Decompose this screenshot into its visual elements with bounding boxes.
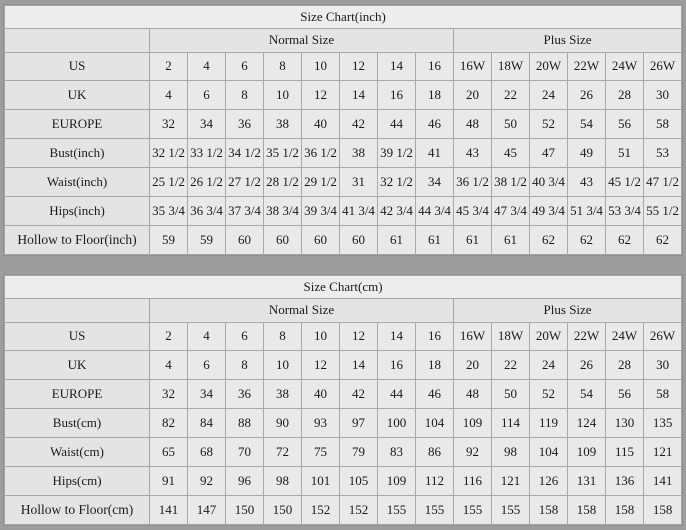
title-row <box>5 276 682 299</box>
cell: 88 <box>226 409 264 438</box>
cell: 38 <box>264 380 302 409</box>
row-label-header <box>5 29 150 53</box>
cell: 36 <box>226 110 264 139</box>
cell: 60 <box>302 226 340 255</box>
table-row <box>5 226 682 255</box>
cell: 109 <box>454 409 492 438</box>
table-row <box>5 323 682 351</box>
cell: 26 1/2 <box>188 168 226 197</box>
chart-divider <box>3 262 683 268</box>
table-row <box>5 351 682 380</box>
cell: 41 3/4 <box>340 197 378 226</box>
group-row <box>5 29 682 53</box>
cell: 33 1/2 <box>188 139 226 168</box>
cell: 56 <box>606 110 644 139</box>
cell: 91 <box>150 467 188 496</box>
cell: 26 <box>568 81 606 110</box>
cell: 38 <box>340 139 378 168</box>
cell: 24 <box>530 81 568 110</box>
cell: 152 <box>340 496 378 525</box>
cell: 97 <box>340 409 378 438</box>
cell: 40 <box>302 380 340 409</box>
cell: 8 <box>226 81 264 110</box>
cell: 18 <box>416 81 454 110</box>
cell: 6 <box>188 351 226 380</box>
row-label: Waist(cm) <box>5 438 150 467</box>
cell: 135 <box>644 409 682 438</box>
row-label: Bust(cm) <box>5 409 150 438</box>
cell: 10 <box>302 323 340 351</box>
row-label: EUROPE <box>5 380 150 409</box>
cell: 14 <box>378 323 416 351</box>
cell: 136 <box>606 467 644 496</box>
cell: 158 <box>530 496 568 525</box>
cell: 112 <box>416 467 454 496</box>
cell: 119 <box>530 409 568 438</box>
cell: 6 <box>226 323 264 351</box>
cell: 109 <box>378 467 416 496</box>
size-chart-cm-table <box>4 275 682 525</box>
cell: 4 <box>188 323 226 351</box>
cell: 51 <box>606 139 644 168</box>
cell: 150 <box>264 496 302 525</box>
cell: 93 <box>302 409 340 438</box>
table-row <box>5 53 682 81</box>
row-label: Bust(inch) <box>5 139 150 168</box>
cell: 43 <box>454 139 492 168</box>
cell: 155 <box>416 496 454 525</box>
cell: 48 <box>454 380 492 409</box>
cell: 26W <box>644 323 682 351</box>
cell: 20 <box>454 351 492 380</box>
cell: 44 3/4 <box>416 197 454 226</box>
row-label: UK <box>5 81 150 110</box>
cell: 158 <box>568 496 606 525</box>
group-row <box>5 299 682 323</box>
cell: 61 <box>378 226 416 255</box>
cell: 44 <box>378 380 416 409</box>
cell: 82 <box>150 409 188 438</box>
chart-title: Size Chart(inch) <box>5 6 682 29</box>
cell: 36 3/4 <box>188 197 226 226</box>
group-plus-size: Plus Size <box>454 299 682 323</box>
cell: 45 3/4 <box>454 197 492 226</box>
cell: 83 <box>378 438 416 467</box>
cell: 18W <box>492 323 530 351</box>
table-row <box>5 409 682 438</box>
cell: 70 <box>226 438 264 467</box>
row-label: UK <box>5 351 150 380</box>
cell: 22 <box>492 81 530 110</box>
cell: 72 <box>264 438 302 467</box>
table-row <box>5 467 682 496</box>
cell: 34 1/2 <box>226 139 264 168</box>
cell: 115 <box>606 438 644 467</box>
cell: 68 <box>188 438 226 467</box>
row-label-header <box>5 299 150 323</box>
cell: 10 <box>302 53 340 81</box>
cell: 16 <box>416 323 454 351</box>
row-label: US <box>5 53 150 81</box>
cell: 104 <box>530 438 568 467</box>
cell: 60 <box>264 226 302 255</box>
cell: 150 <box>226 496 264 525</box>
chart-title: Size Chart(cm) <box>5 276 682 299</box>
cell: 31 <box>340 168 378 197</box>
cell: 48 <box>454 110 492 139</box>
cell: 86 <box>416 438 454 467</box>
cell: 155 <box>378 496 416 525</box>
cell: 141 <box>150 496 188 525</box>
cell: 27 1/2 <box>226 168 264 197</box>
cell: 10 <box>264 351 302 380</box>
cell: 131 <box>568 467 606 496</box>
cell: 38 3/4 <box>264 197 302 226</box>
cell: 56 <box>606 380 644 409</box>
cell: 141 <box>644 467 682 496</box>
cell: 16 <box>378 81 416 110</box>
cell: 59 <box>188 226 226 255</box>
table-row <box>5 139 682 168</box>
cell: 147 <box>188 496 226 525</box>
cell: 18W <box>492 53 530 81</box>
cell: 25 1/2 <box>150 168 188 197</box>
cell: 75 <box>302 438 340 467</box>
cell: 41 <box>416 139 454 168</box>
cell: 52 <box>530 110 568 139</box>
cell: 54 <box>568 110 606 139</box>
cell: 61 <box>454 226 492 255</box>
cell: 24W <box>606 53 644 81</box>
cell: 10 <box>264 81 302 110</box>
row-label: Hips(cm) <box>5 467 150 496</box>
cell: 38 <box>264 110 302 139</box>
cell: 14 <box>340 81 378 110</box>
cell: 32 1/2 <box>378 168 416 197</box>
cell: 55 1/2 <box>644 197 682 226</box>
cell: 58 <box>644 380 682 409</box>
size-chart-inch <box>3 4 683 256</box>
cell: 45 1/2 <box>606 168 644 197</box>
cell: 4 <box>150 351 188 380</box>
cell: 62 <box>568 226 606 255</box>
cell: 39 3/4 <box>302 197 340 226</box>
cell: 62 <box>644 226 682 255</box>
group-normal-size: Normal Size <box>150 299 454 323</box>
cell: 92 <box>454 438 492 467</box>
cell: 100 <box>378 409 416 438</box>
cell: 16W <box>454 53 492 81</box>
group-plus-size: Plus Size <box>454 29 682 53</box>
cell: 28 <box>606 351 644 380</box>
cell: 14 <box>378 53 416 81</box>
cell: 46 <box>416 380 454 409</box>
cell: 29 1/2 <box>302 168 340 197</box>
cell: 40 3/4 <box>530 168 568 197</box>
cell: 121 <box>644 438 682 467</box>
cell: 30 <box>644 351 682 380</box>
cell: 38 1/2 <box>492 168 530 197</box>
cell: 62 <box>606 226 644 255</box>
row-label: Hips(inch) <box>5 197 150 226</box>
cell: 12 <box>302 81 340 110</box>
cell: 16 <box>416 53 454 81</box>
cell: 4 <box>150 81 188 110</box>
cell: 49 3/4 <box>530 197 568 226</box>
cell: 50 <box>492 110 530 139</box>
cell: 58 <box>644 110 682 139</box>
cell: 65 <box>150 438 188 467</box>
cell: 18 <box>416 351 454 380</box>
cell: 22W <box>568 323 606 351</box>
cell: 155 <box>454 496 492 525</box>
group-normal-size: Normal Size <box>150 29 454 53</box>
size-chart-inch-table <box>4 5 682 255</box>
cell: 2 <box>150 53 188 81</box>
table-row <box>5 81 682 110</box>
cell: 8 <box>264 323 302 351</box>
cell: 26W <box>644 53 682 81</box>
cell: 6 <box>188 81 226 110</box>
cell: 47 3/4 <box>492 197 530 226</box>
cell: 12 <box>302 351 340 380</box>
row-label: US <box>5 323 150 351</box>
cell: 90 <box>264 409 302 438</box>
cell: 8 <box>264 53 302 81</box>
cell: 79 <box>340 438 378 467</box>
cell: 35 3/4 <box>150 197 188 226</box>
row-label: Hollow to Floor(inch) <box>5 226 150 255</box>
cell: 61 <box>416 226 454 255</box>
cell: 47 1/2 <box>644 168 682 197</box>
cell: 28 <box>606 81 644 110</box>
cell: 92 <box>188 467 226 496</box>
cell: 155 <box>492 496 530 525</box>
cell: 26 <box>568 351 606 380</box>
cell: 42 <box>340 110 378 139</box>
cell: 6 <box>226 53 264 81</box>
cell: 32 1/2 <box>150 139 188 168</box>
cell: 98 <box>264 467 302 496</box>
cell: 34 <box>188 380 226 409</box>
cell: 158 <box>644 496 682 525</box>
cell: 24 <box>530 351 568 380</box>
table-row <box>5 380 682 409</box>
table-row <box>5 168 682 197</box>
cell: 34 <box>188 110 226 139</box>
cell: 62 <box>530 226 568 255</box>
cell: 109 <box>568 438 606 467</box>
cell: 12 <box>340 323 378 351</box>
cell: 53 <box>644 139 682 168</box>
cell: 22 <box>492 351 530 380</box>
cell: 105 <box>340 467 378 496</box>
cell: 14 <box>340 351 378 380</box>
table-row <box>5 197 682 226</box>
cell: 36 1/2 <box>302 139 340 168</box>
cell: 4 <box>188 53 226 81</box>
cell: 158 <box>606 496 644 525</box>
table-row <box>5 438 682 467</box>
cell: 36 <box>226 380 264 409</box>
cell: 60 <box>226 226 264 255</box>
cell: 96 <box>226 467 264 496</box>
cell: 84 <box>188 409 226 438</box>
cell: 59 <box>150 226 188 255</box>
cell: 16 <box>378 351 416 380</box>
cell: 126 <box>530 467 568 496</box>
cell: 52 <box>530 380 568 409</box>
cell: 114 <box>492 409 530 438</box>
cell: 8 <box>226 351 264 380</box>
title-row <box>5 6 682 29</box>
size-chart-cm <box>3 274 683 526</box>
cell: 28 1/2 <box>264 168 302 197</box>
cell: 39 1/2 <box>378 139 416 168</box>
cell: 121 <box>492 467 530 496</box>
cell: 60 <box>340 226 378 255</box>
table-row <box>5 110 682 139</box>
table-row <box>5 496 682 525</box>
cell: 152 <box>302 496 340 525</box>
cell: 116 <box>454 467 492 496</box>
cell: 35 1/2 <box>264 139 302 168</box>
cell: 30 <box>644 81 682 110</box>
row-label: Hollow to Floor(cm) <box>5 496 150 525</box>
cell: 12 <box>340 53 378 81</box>
cell: 44 <box>378 110 416 139</box>
cell: 42 3/4 <box>378 197 416 226</box>
cell: 47 <box>530 139 568 168</box>
cell: 42 <box>340 380 378 409</box>
cell: 16W <box>454 323 492 351</box>
cell: 61 <box>492 226 530 255</box>
cell: 20 <box>454 81 492 110</box>
cell: 43 <box>568 168 606 197</box>
cell: 20W <box>530 53 568 81</box>
cell: 98 <box>492 438 530 467</box>
cell: 54 <box>568 380 606 409</box>
cell: 51 3/4 <box>568 197 606 226</box>
cell: 20W <box>530 323 568 351</box>
cell: 45 <box>492 139 530 168</box>
cell: 53 3/4 <box>606 197 644 226</box>
cell: 130 <box>606 409 644 438</box>
cell: 2 <box>150 323 188 351</box>
cell: 124 <box>568 409 606 438</box>
cell: 104 <box>416 409 454 438</box>
cell: 36 1/2 <box>454 168 492 197</box>
row-label: Waist(inch) <box>5 168 150 197</box>
cell: 40 <box>302 110 340 139</box>
cell: 22W <box>568 53 606 81</box>
cell: 37 3/4 <box>226 197 264 226</box>
cell: 46 <box>416 110 454 139</box>
cell: 101 <box>302 467 340 496</box>
cell: 32 <box>150 380 188 409</box>
cell: 49 <box>568 139 606 168</box>
row-label: EUROPE <box>5 110 150 139</box>
cell: 50 <box>492 380 530 409</box>
cell: 32 <box>150 110 188 139</box>
cell: 34 <box>416 168 454 197</box>
cell: 24W <box>606 323 644 351</box>
